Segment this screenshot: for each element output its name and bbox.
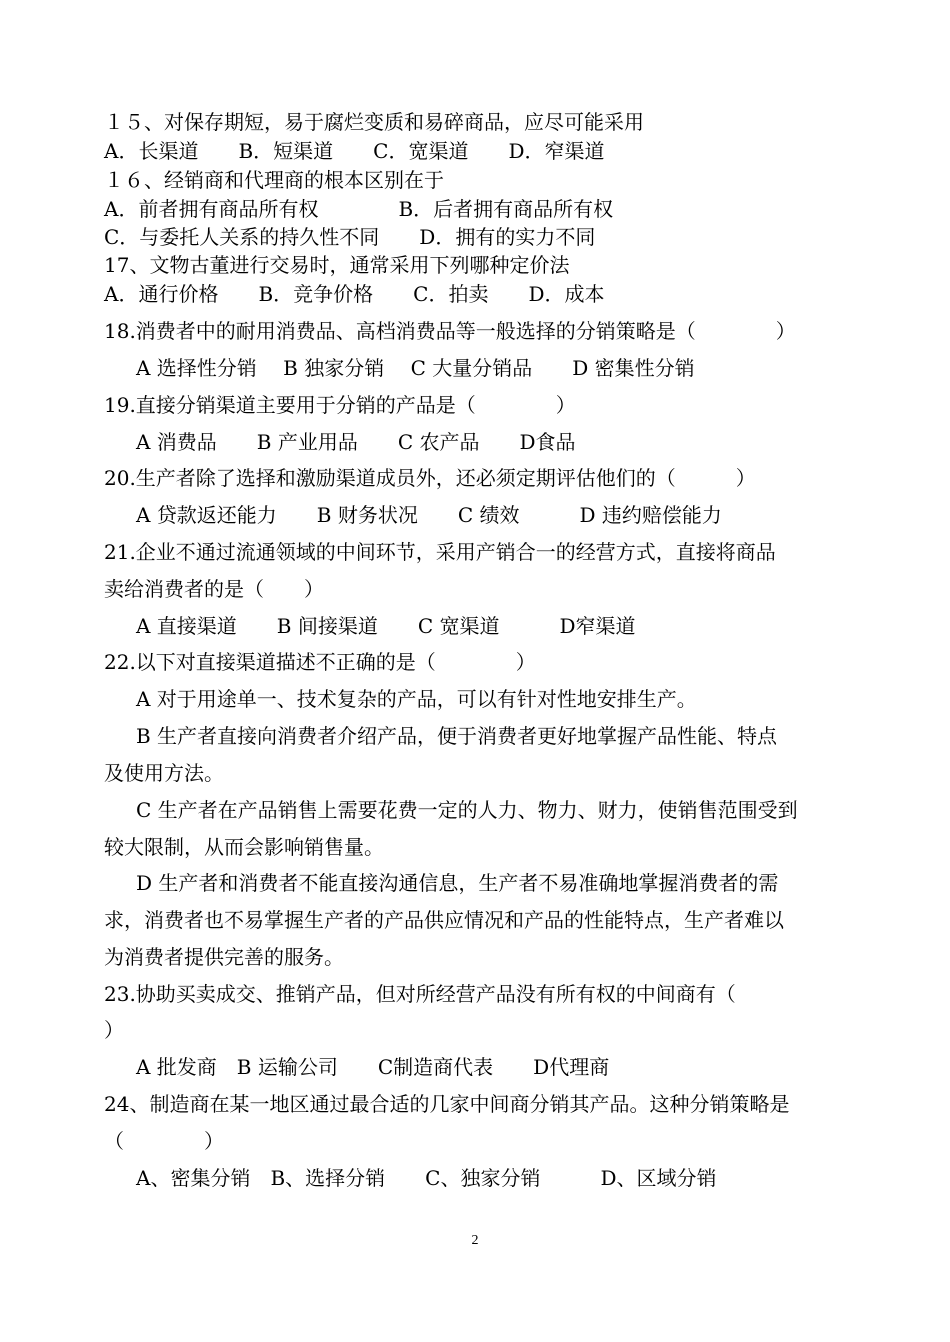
q22-option-d-line3: 为消费者提供完善的服务。 [104,945,344,969]
q22-option-b-line2: 及使用方法。 [104,761,224,785]
q24-stem-line1: 24、制造商在某一地区通过最合适的几家中间商分销其产品。这种分销策略是 [104,1092,790,1116]
q20-stem: 20.生产者除了选择和激励渠道成员外，还必须定期评估他们的（ ） [104,466,756,490]
q18-stem: 18.消费者中的耐用消费品、高档消费品等一般选择的分销策略是（ ） [104,319,796,343]
q21-options: A 直接渠道 B 间接渠道 C 宽渠道 D窄渠道 [136,614,636,638]
q16-options-cd: C．与委托人关系的持久性不同 D．拥有的实力不同 [104,225,596,249]
q22-option-d-line2: 求，消费者也不易掌握生产者的产品供应情况和产品的性能特点，生产者难以 [104,908,784,932]
q15-options: A．长渠道 B．短渠道 C．宽渠道 D．窄渠道 [104,139,605,163]
q17-options: A．通行价格 B．竞争价格 C．拍卖 D．成本 [104,282,605,306]
q23-stem-line1: 23.协助买卖成交、推销产品，但对所经营产品没有所有权的中间商有（ [104,982,736,1006]
q22-option-b-line1: B 生产者直接向消费者介绍产品，便于消费者更好地掌握产品性能、特点 [136,724,778,748]
page-number: 2 [471,1233,479,1248]
q15-stem: １５、对保存期短，易于腐烂变质和易碎商品，应尽可能采用 [104,110,644,134]
q22-option-c-line2: 较大限制，从而会影响销售量。 [104,835,384,859]
q16-options-ab: A．前者拥有商品所有权 B．后者拥有商品所有权 [104,197,614,221]
q17-stem: 17、文物古董进行交易时，通常采用下列哪种定价法 [104,253,570,277]
q22-stem: 22.以下对直接渠道描述不正确的是（ ） [104,650,536,674]
q20-options: A 贷款返还能力 B 财务状况 C 绩效 D 违约赔偿能力 [136,503,722,527]
q19-options: A 消费品 B 产业用品 C 农产品 D食品 [136,430,576,454]
q23-stem-line2: ） [104,1018,124,1042]
q24-stem-line2: （ ） [104,1129,224,1153]
q23-options: A 批发商 B 运输公司 C制造商代表 D代理商 [136,1055,610,1079]
q24-options: A、密集分销 B、选择分销 C、独家分销 D、区域分销 [136,1166,717,1190]
q22-option-c-line1: C 生产者在产品销售上需要花费一定的人力、物力、财力，使销售范围受到 [136,798,798,822]
q18-options: A 选择性分销 B 独家分销 C 大量分销品 D 密集性分销 [136,356,695,380]
q16-stem: １６、经销商和代理商的根本区别在于 [104,168,444,192]
q19-stem: 19.直接分销渠道主要用于分销的产品是（ ） [104,393,576,417]
q22-option-a: A 对于用途单一、技术复杂的产品，可以有针对性地安排生产。 [136,687,697,711]
q22-option-d-line1: D 生产者和消费者不能直接沟通信息，生产者不易准确地掌握消费者的需 [136,871,779,895]
q21-stem-line1: 21.企业不通过流通领域的中间环节，采用产销合一的经营方式，直接将商品 [104,540,776,564]
q21-stem-line2: 卖给消费者的是（ ） [104,577,324,601]
